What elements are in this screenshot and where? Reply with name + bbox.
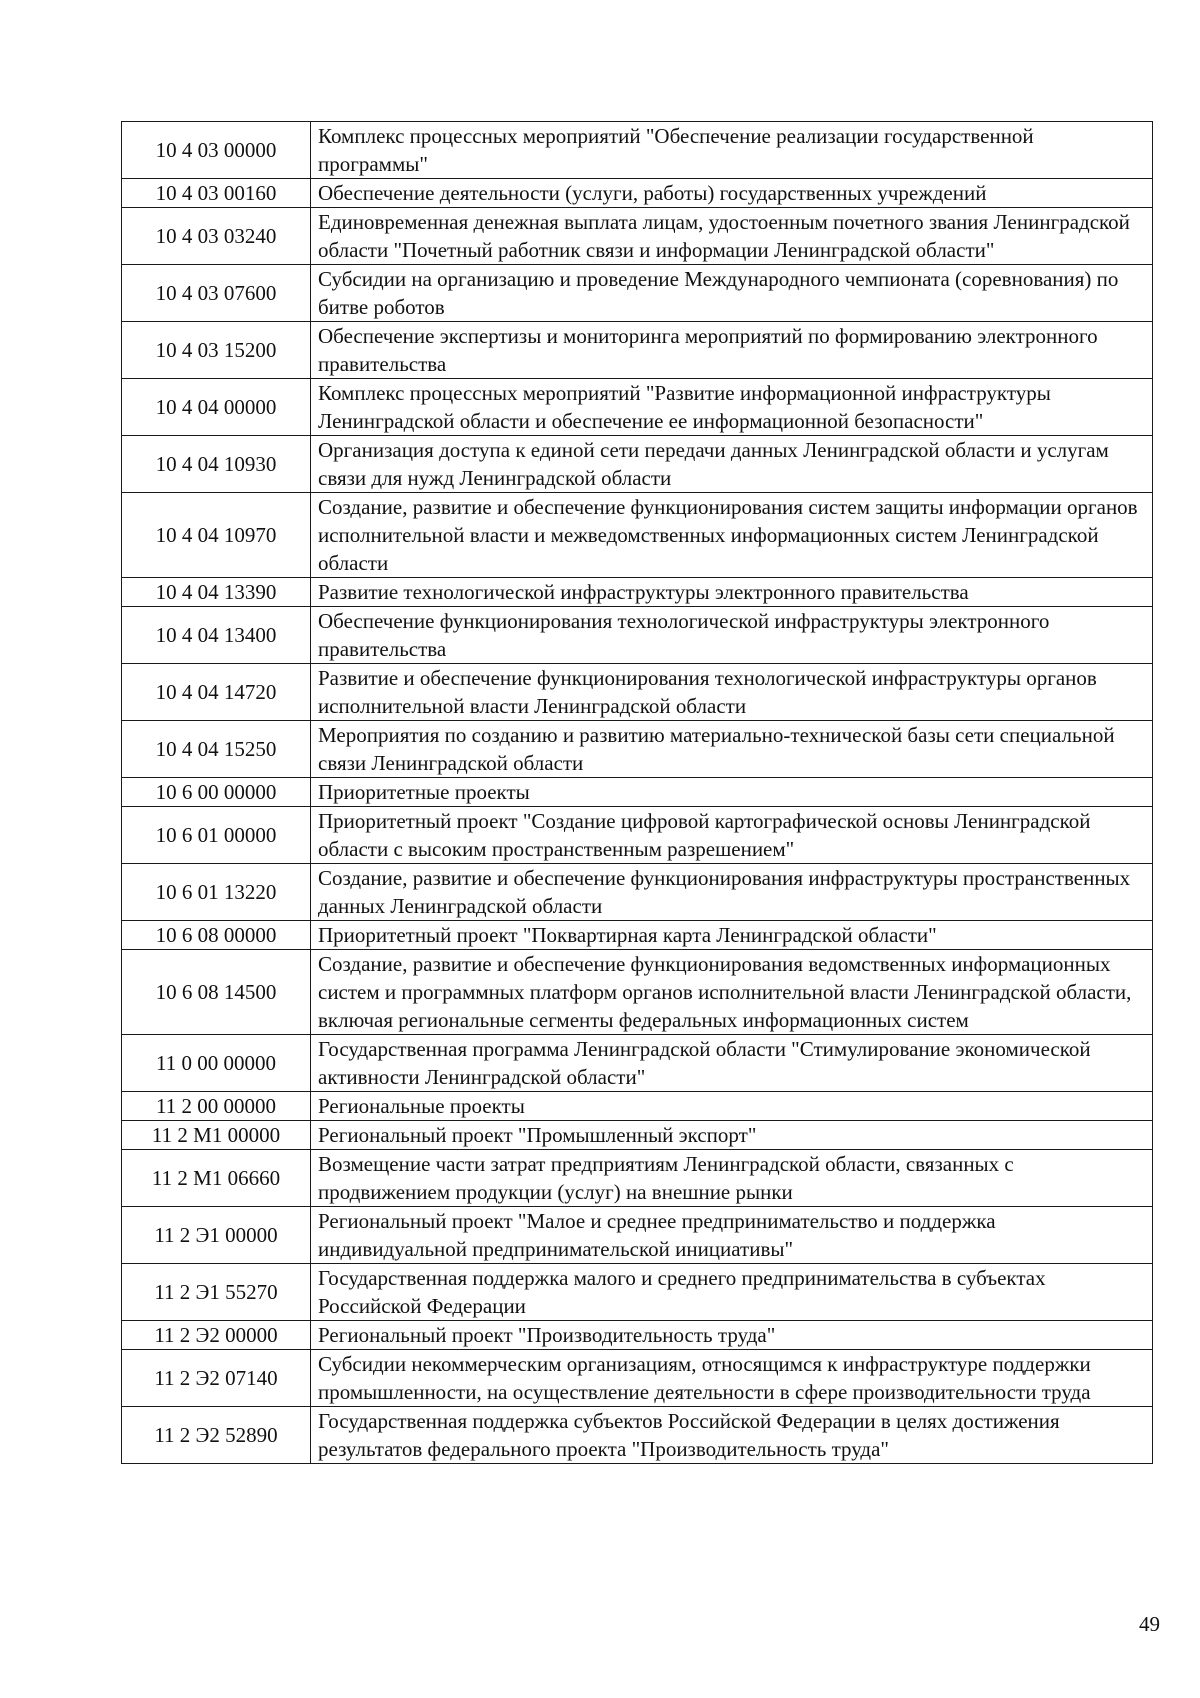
row-name-cell: Обеспечение функционирования технологической инфраструктуры электронного правительства [311,607,1153,664]
row-code-cell: 10 4 04 13390 [122,578,311,607]
table-row [122,578,1153,607]
row-code-cell: 10 4 03 00000 [122,122,311,179]
row-code-cell: 11 2 M1 06660 [122,1150,311,1207]
table-row [122,1350,1153,1407]
table-row [122,265,1153,322]
table-row [122,1207,1153,1264]
row-code-cell: 10 6 08 14500 [122,950,311,1035]
table-row [122,664,1153,721]
row-code-cell: 10 4 03 15200 [122,322,311,379]
row-code-cell: 11 2 M1 00000 [122,1121,311,1150]
table-row [122,778,1153,807]
row-code-cell: 10 4 04 00000 [122,379,311,436]
row-name-cell: Единовременная денежная выплата лицам, удостоенным почетного звания Ленинградской области "Почетный работник связи и информации Ленинградской области" [311,208,1153,265]
table-body [122,122,1153,1464]
table-row [122,807,1153,864]
row-name-cell: Обеспечение деятельности (услуги, работы) государственных учреждений [311,179,1153,208]
row-code-cell: 10 4 03 07600 [122,265,311,322]
row-code-cell: 10 4 03 03240 [122,208,311,265]
table-row [122,721,1153,778]
table-row [122,1121,1153,1150]
row-code-cell: 11 2 00 00000 [122,1092,311,1121]
row-name-cell: Приоритетный проект "Создание цифровой картографической основы Ленинградской области с высоким пространственным разрешением" [311,807,1153,864]
row-code-cell: 11 2 Э1 55270 [122,1264,311,1321]
row-name-cell: Субсидии на организацию и проведение Международного чемпионата (соревнования) по битве роботов [311,265,1153,322]
row-name-cell: Государственная поддержка субъектов Российской Федерации в целях достижения результатов федерального проекта "Производительность труда" [311,1407,1153,1464]
row-code-cell: 10 4 03 00160 [122,179,311,208]
table-row [122,1150,1153,1207]
row-name-cell: Региональный проект "Производительность труда" [311,1321,1153,1350]
table-row [122,179,1153,208]
table-row [122,864,1153,921]
table-row [122,379,1153,436]
row-code-cell: 10 6 01 00000 [122,807,311,864]
row-name-cell: Приоритетный проект "Поквартирная карта Ленинградской области" [311,921,1153,950]
row-code-cell: 10 6 01 13220 [122,864,311,921]
row-code-cell: 10 6 00 00000 [122,778,311,807]
row-code-cell: 10 4 04 10970 [122,493,311,578]
table-row [122,1407,1153,1464]
row-name-cell: Приоритетные проекты [311,778,1153,807]
row-name-cell: Развитие и обеспечение функционирования технологической инфраструктуры органов исполнительной власти Ленинградской области [311,664,1153,721]
row-code-cell: 10 4 04 14720 [122,664,311,721]
row-name-cell: Региональный проект "Промышленный экспорт" [311,1121,1153,1150]
row-name-cell: Комплекс процессных мероприятий "Обеспечение реализации государственной программы" [311,122,1153,179]
budget-classification-table [121,121,1153,1464]
table-row [122,1321,1153,1350]
table-row [122,950,1153,1035]
row-code-cell: 10 4 04 13400 [122,607,311,664]
row-name-cell: Государственная поддержка малого и среднего предпринимательства в субъектах Российской Федерации [311,1264,1153,1321]
row-code-cell: 10 4 04 15250 [122,721,311,778]
row-name-cell: Региональный проект "Малое и среднее предпринимательство и поддержка индивидуальной предпринимательской инициативы" [311,1207,1153,1264]
row-name-cell: Обеспечение экспертизы и мониторинга мероприятий по формированию электронного правительства [311,322,1153,379]
row-code-cell: 11 2 Э2 52890 [122,1407,311,1464]
table-row [122,1035,1153,1092]
table-row [122,1092,1153,1121]
row-code-cell: 11 2 Э2 07140 [122,1350,311,1407]
row-name-cell: Возмещение части затрат предприятиям Ленинградской области, связанных с продвижением продукции (услуг) на внешние рынки [311,1150,1153,1207]
row-name-cell: Региональные проекты [311,1092,1153,1121]
row-code-cell: 11 0 00 00000 [122,1035,311,1092]
row-name-cell: Создание, развитие и обеспечение функционирования ведомственных информационных систем и программных платформ органов исполнительной власти Ленинградской области, включая региональные сегменты федеральных информационных систем [311,950,1153,1035]
row-name-cell: Создание, развитие и обеспечение функционирования инфраструктуры пространственных данных Ленинградской области [311,864,1153,921]
row-code-cell: 10 6 08 00000 [122,921,311,950]
table-row [122,122,1153,179]
row-name-cell: Мероприятия по созданию и развитию материально-технической базы сети специальной связи Ленинградской области [311,721,1153,778]
page-number: 49 [1139,1612,1160,1636]
row-name-cell: Субсидии некоммерческим организациям, относящимся к инфраструктуре поддержки промышленности, на осуществление деятельности в сфере производительности труда [311,1350,1153,1407]
table-row [122,436,1153,493]
table-row [122,493,1153,578]
table-row [122,607,1153,664]
row-name-cell: Организация доступа к единой сети передачи данных Ленинградской области и услугам связи для нужд Ленинградской области [311,436,1153,493]
row-name-cell: Комплекс процессных мероприятий "Развитие информационной инфраструктуры Ленинградской области и обеспечение ее информационной безопасности" [311,379,1153,436]
row-name-cell: Государственная программа Ленинградской области "Стимулирование экономической активности Ленинградской области" [311,1035,1153,1092]
table-row [122,322,1153,379]
table-row [122,1264,1153,1321]
table-row [122,208,1153,265]
row-code-cell: 10 4 04 10930 [122,436,311,493]
row-name-cell: Создание, развитие и обеспечение функционирования систем защиты информации органов исполнительной власти и межведомственных информационных систем Ленинградской области [311,493,1153,578]
row-code-cell: 11 2 Э1 00000 [122,1207,311,1264]
row-code-cell: 11 2 Э2 00000 [122,1321,311,1350]
table-row [122,921,1153,950]
row-name-cell: Развитие технологической инфраструктуры электронного правительства [311,578,1153,607]
